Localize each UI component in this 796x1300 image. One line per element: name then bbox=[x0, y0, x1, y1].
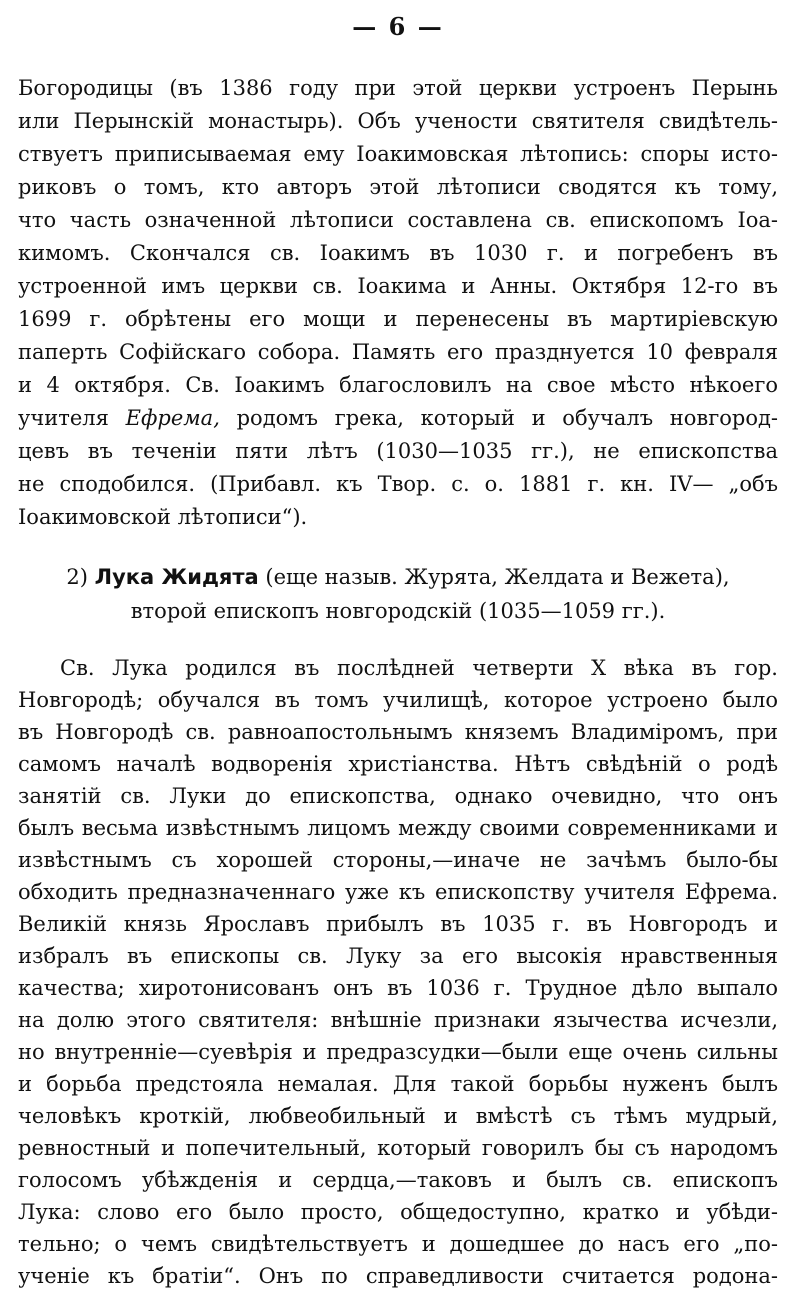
heading-line-1 bbox=[0, 560, 796, 594]
text-line: Богородицы (въ 1386 году при этой церкви устроенъ Перынь bbox=[18, 76, 778, 100]
text-line: обходить предназначеннаго уже къ епископству учителя Ефрема. bbox=[18, 880, 778, 904]
text-line: Св. Лука родился въ послѣдней четверти X вѣка въ гор. bbox=[60, 656, 778, 680]
text-line: что часть означенной лѣтописи составлена св. епископомъ Іоа- bbox=[18, 208, 778, 232]
text-line: Іоакимовской лѣтописи“). bbox=[18, 505, 308, 529]
text-line: тельно; о чемъ свидѣтельствуетъ и дошедшее до насъ его „по- bbox=[18, 1232, 778, 1256]
heading-aliases: (еще назыв. Журята, Желдата и Вежета), bbox=[265, 565, 730, 589]
page-number: — 6 — bbox=[352, 12, 444, 41]
text-line: на долю этого святителя: внѣшніе признаки язычества исчезли, bbox=[18, 1008, 778, 1032]
text-line: самомъ началѣ водворенія христіанства. Нѣтъ свѣдѣній о родѣ bbox=[18, 752, 778, 776]
text-line: 1699 г. обрѣтены его мощи и перенесены въ мартиріевскую bbox=[18, 307, 778, 331]
text-line: занятій св. Луки до епископства, однако очевидно, что онъ bbox=[18, 784, 778, 808]
text-line: но внутренніе—суевѣрія и предразсудки—были еще очень сильны bbox=[18, 1040, 778, 1064]
text-line: извѣстнымъ съ хорошей стороны,—иначе не зачѣмъ было-бы bbox=[18, 848, 778, 872]
text-line: или Перынскій монастырь). Объ учености святителя свидѣтель- bbox=[18, 109, 778, 133]
text-line: въ Новгородѣ св. равноапостольнымъ княземъ Владиміромъ, при bbox=[18, 720, 778, 744]
text-line: не сподобился. (Прибавл. къ Твор. с. о. 1881 г. кн. IV— „объ bbox=[18, 472, 778, 496]
text-line: избралъ въ епископы св. Луку за его высокія нравственныя bbox=[18, 944, 778, 968]
text-line: человѣкъ кроткій, любвеобильный и вмѣстѣ съ тѣмъ мудрый, bbox=[18, 1104, 778, 1128]
text-line: голосомъ убѣжденія и сердца,—таковъ и былъ св. епископъ bbox=[18, 1168, 778, 1192]
text-line: цевъ въ теченіи пяти лѣтъ (1030—1035 гг.), не епископства bbox=[18, 439, 778, 463]
heading-title: Лука Жидята bbox=[94, 565, 259, 589]
italic-name: Ефрема, bbox=[125, 406, 220, 430]
heading-number: 2) bbox=[66, 565, 88, 589]
text-segment: учителя bbox=[18, 406, 126, 430]
text-line: качества; хиротонисованъ онъ въ 1036 г. Трудное дѣло выпало bbox=[18, 976, 778, 1000]
text-line: ревностный и попечительный, который говорилъ бы съ народомъ bbox=[18, 1136, 778, 1160]
text-line: устроенной имъ церкви св. Іоакима и Анны. Октября 12-го въ bbox=[18, 274, 778, 298]
text-segment: родомъ грека, который и обучалъ новгород- bbox=[219, 406, 778, 430]
text-line: былъ весьма извѣстнымъ лицомъ между своими современниками и bbox=[18, 816, 778, 840]
text-line-with-name bbox=[18, 402, 778, 434]
text-line: и борьба предстояла немалая. Для такой борьбы нуженъ былъ bbox=[18, 1072, 778, 1096]
text-line: паперть Софійскаго собора. Память его празднуется 10 февраля bbox=[18, 340, 778, 364]
text-line: ученіе къ братіи“. Онъ по справедливости считается родона- bbox=[18, 1264, 778, 1288]
text-line: Лука: слово его было просто, общедоступно, кратко и убѣди- bbox=[18, 1200, 778, 1224]
text-line: ствуетъ приписываемая ему Іоакимовская лѣтопись: споры исто- bbox=[18, 142, 778, 166]
text-line: Новгородѣ; обучался въ томъ училищѣ, которое устроено было bbox=[18, 688, 778, 712]
text-line: Великій князь Ярославъ прибылъ въ 1035 г. въ Новгородъ и bbox=[18, 912, 778, 936]
text-line: и 4 октября. Св. Іоакимъ благословилъ на свое мѣсто нѣкоего bbox=[18, 373, 778, 397]
heading-line-2: второй епископъ новгородскій (1035—1059 гг.). bbox=[130, 599, 666, 623]
text-line: риковъ о томъ, кто авторъ этой лѣтописи сводятся къ тому, bbox=[18, 175, 778, 199]
text-line: кимомъ. Скончался св. Іоакимъ въ 1030 г. и погребенъ въ bbox=[18, 241, 778, 265]
